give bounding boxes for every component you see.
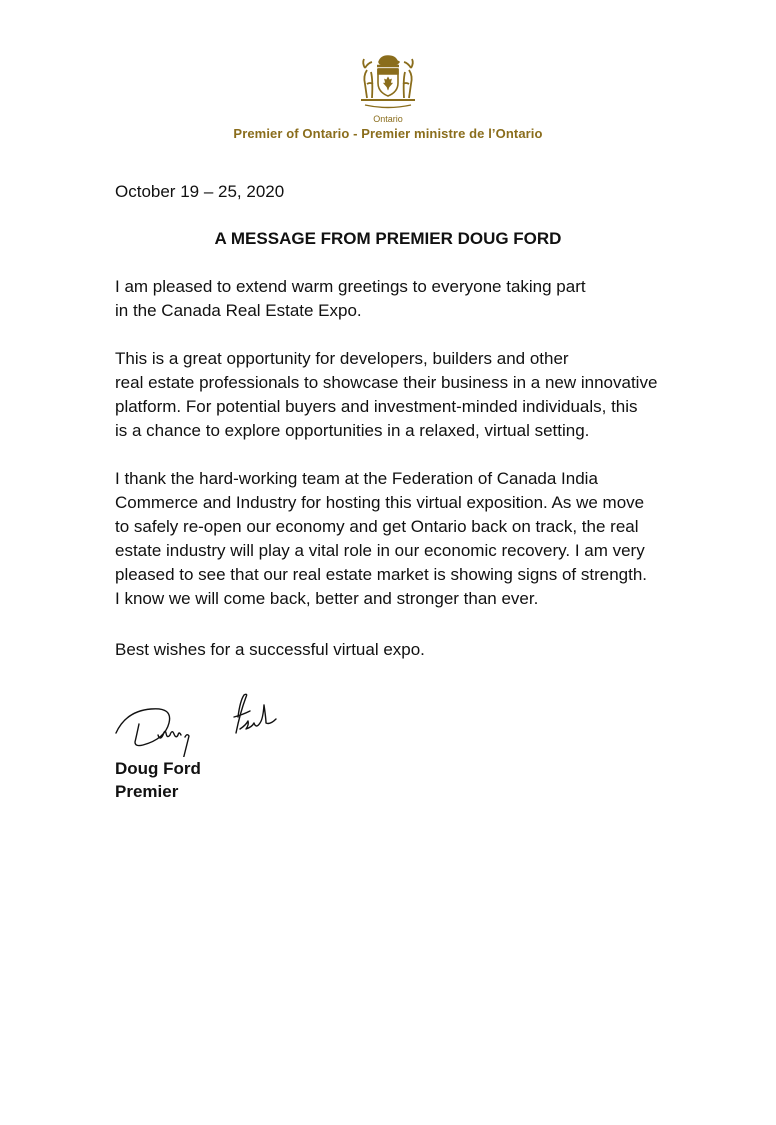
letter-heading: A MESSAGE FROM PREMIER DOUG FORD (214, 229, 562, 248)
paragraph-line: real estate professionals to showcase their business in a new innovative (115, 373, 658, 392)
handwritten-signature (112, 685, 317, 757)
paragraph-line: This is a great opportunity for developers, builders and other (115, 349, 569, 368)
paragraph-line: pleased to see that our real estate market is showing signs of strength. (115, 565, 648, 584)
office-title: Premier of Ontario - Premier ministre de l’Ontario (233, 126, 543, 141)
ontario-coat-of-arms-icon (355, 50, 421, 116)
paragraph-opportunity (115, 347, 695, 443)
paragraph-line: platform. For potential buyers and investment-minded individuals, this (115, 397, 638, 416)
letter-date: October 19 – 25, 2020 (115, 182, 285, 201)
paragraph-line: estate industry will play a vital role in our economic recovery. I am very (115, 541, 645, 560)
crest-wordmark: Ontario (373, 114, 403, 124)
signatory-title: Premier (115, 782, 179, 801)
paragraph-line: I know we will come back, better and stronger than ever. (115, 589, 539, 608)
paragraph-line: to safely re-open our economy and get Ontario back on track, the real (115, 517, 639, 536)
paragraph-line: Commerce and Industry for hosting this virtual exposition. As we move (115, 493, 645, 512)
signatory-block (115, 757, 201, 803)
signatory-name: Doug Ford (115, 759, 201, 778)
paragraph-line: I am pleased to extend warm greetings to everyone taking part (115, 277, 586, 296)
paragraph-line: I thank the hard-working team at the Federation of Canada India (115, 469, 598, 488)
paragraph-thanks (115, 467, 695, 611)
paragraph-line: in the Canada Real Estate Expo. (115, 301, 362, 320)
closing-line: Best wishes for a successful virtual expo. (115, 640, 425, 659)
paragraph-line: is a chance to explore opportunities in a relaxed, virtual setting. (115, 421, 590, 440)
paragraph-greeting (115, 275, 695, 323)
letterhead (0, 50, 776, 141)
